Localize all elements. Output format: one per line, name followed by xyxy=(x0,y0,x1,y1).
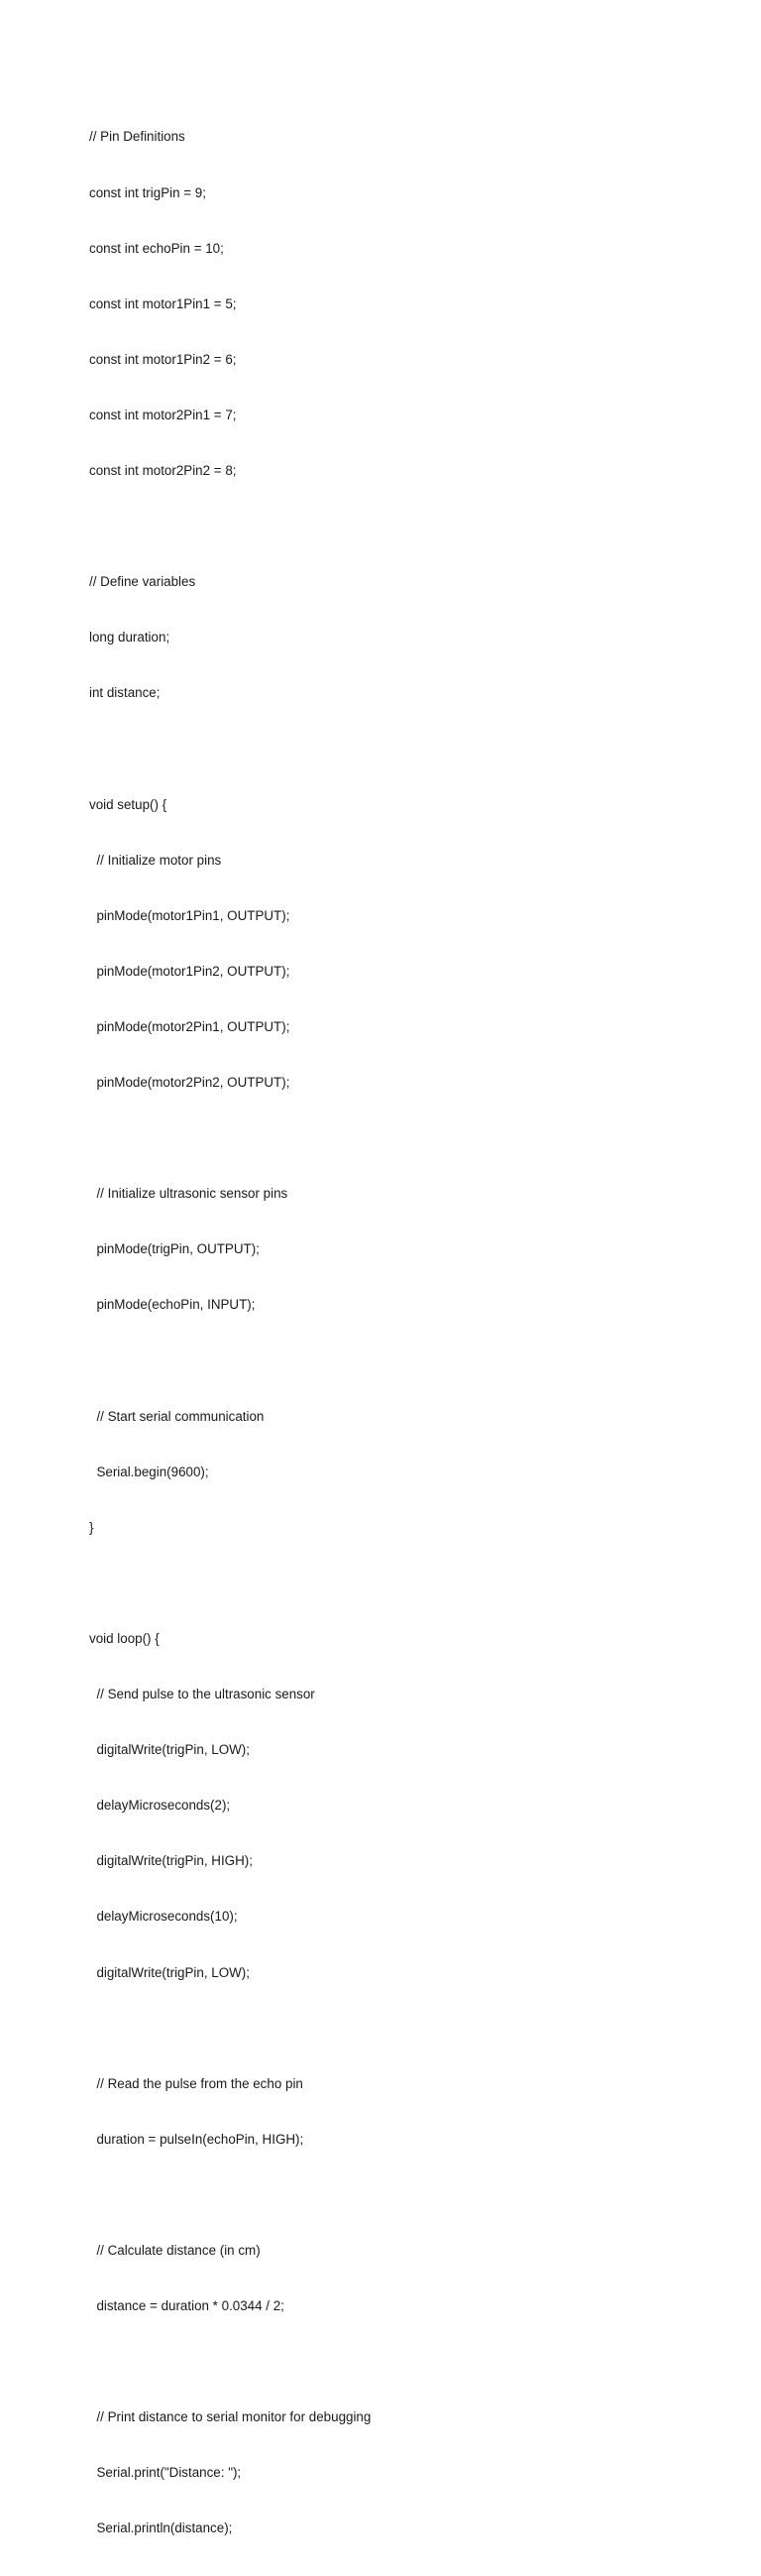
blank-line xyxy=(89,1575,371,1593)
code-line: // Pin Definitions xyxy=(89,129,185,145)
code-line: digitalWrite(trigPin, LOW); xyxy=(89,1742,250,1758)
blank-line xyxy=(89,1351,371,1370)
blank-line xyxy=(89,740,371,759)
code-line: pinMode(trigPin, OUTPUT); xyxy=(89,1241,260,1257)
blank-line xyxy=(89,518,371,536)
code-line: // Start serial communication xyxy=(89,1408,265,1424)
code-line: digitalWrite(trigPin, HIGH); xyxy=(89,1853,253,1869)
code-line: Serial.print("Distance: "); xyxy=(89,2465,242,2481)
code-line: void setup() { xyxy=(89,796,167,812)
code-line: const int motor1Pin2 = 6; xyxy=(89,351,237,367)
code-line: // Initialize motor pins xyxy=(89,852,222,868)
code-line: // Define variables xyxy=(89,574,196,590)
code-block xyxy=(89,91,371,2576)
code-line: delayMicroseconds(10); xyxy=(89,1909,238,1925)
code-line: pinMode(motor2Pin1, OUTPUT); xyxy=(89,1018,290,1034)
code-line: pinMode(echoPin, INPUT); xyxy=(89,1297,256,1313)
code-line: const int trigPin = 9; xyxy=(89,184,206,200)
code-line: // Print distance to serial monitor for debugging xyxy=(89,2409,372,2425)
blank-line xyxy=(89,2186,371,2205)
code-line: const int motor2Pin1 = 7; xyxy=(89,407,237,422)
code-line: // Initialize ultrasonic sensor pins xyxy=(89,1186,288,1202)
code-line: distance = duration * 0.0344 / 2; xyxy=(89,2298,284,2314)
code-line: Serial.println(distance); xyxy=(89,2520,233,2536)
code-line: // Read the pulse from the echo pin xyxy=(89,2075,303,2091)
code-line: // Send pulse to the ultrasonic sensor xyxy=(89,1687,315,1702)
blank-line xyxy=(89,1129,371,1148)
code-line: digitalWrite(trigPin, LOW); xyxy=(89,1964,250,1980)
code-line: pinMode(motor1Pin1, OUTPUT); xyxy=(89,907,290,923)
code-line: int distance; xyxy=(89,685,161,701)
code-line: pinMode(motor1Pin2, OUTPUT); xyxy=(89,963,290,979)
code-line: const int motor1Pin1 = 5; xyxy=(89,295,237,311)
code-line: long duration; xyxy=(89,630,170,645)
code-line: } xyxy=(89,1519,94,1535)
code-line: pinMode(motor2Pin2, OUTPUT); xyxy=(89,1075,290,1090)
code-line: const int motor2Pin2 = 8; xyxy=(89,462,237,478)
code-line: delayMicroseconds(2); xyxy=(89,1798,231,1814)
code-line: Serial.begin(9600); xyxy=(89,1464,209,1479)
code-line: void loop() { xyxy=(89,1630,160,1646)
code-line: duration = pulseIn(echoPin, HIGH); xyxy=(89,2131,304,2147)
blank-line xyxy=(89,2020,371,2039)
blank-line xyxy=(89,2353,371,2372)
code-line: // Calculate distance (in cm) xyxy=(89,2242,261,2258)
code-line: const int echoPin = 10; xyxy=(89,240,224,256)
